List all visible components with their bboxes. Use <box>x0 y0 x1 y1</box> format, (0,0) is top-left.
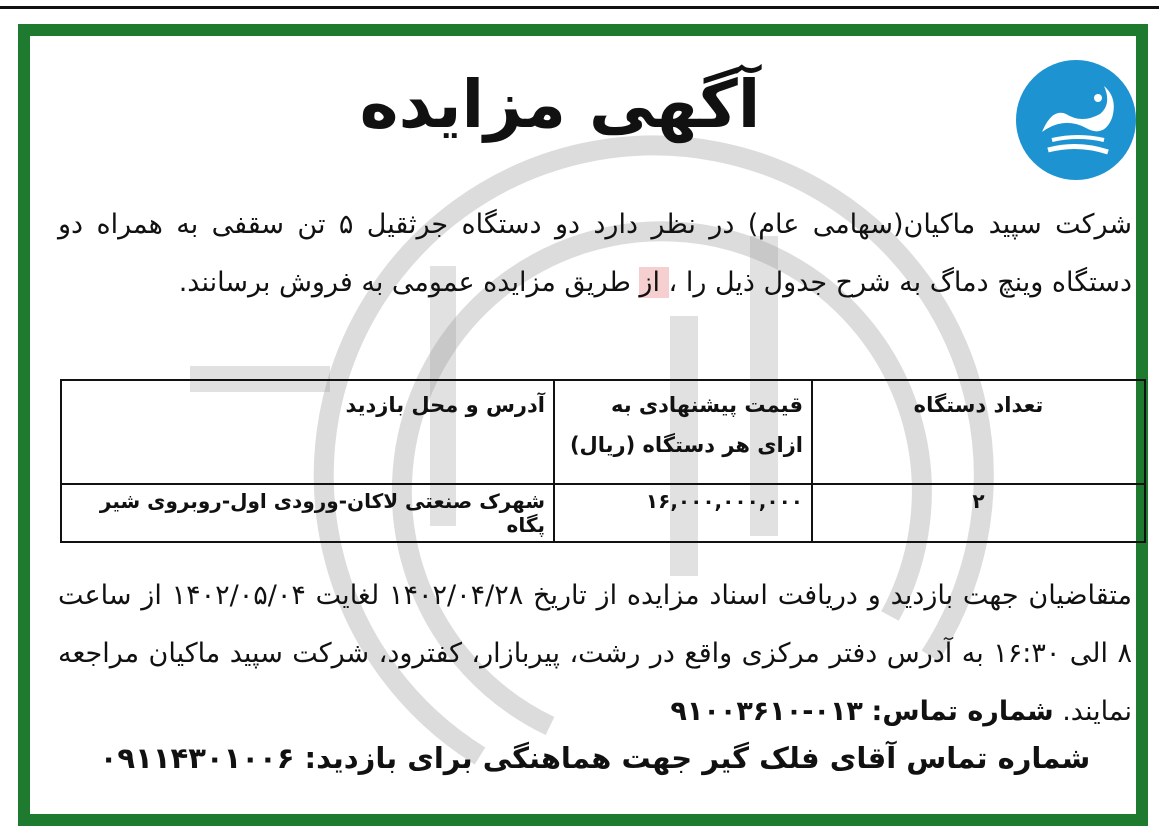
visit-text: متقاضیان جهت بازدید و دریافت اسناد مزایده از تاریخ ۱۴۰۲/۰۴/۲۸ لغایت ۱۴۰۲/۰۵/۰۴ از ساعت ۸ الی ۱۶:۳۰ به آدرس دفتر مرکزی واقع در رشت، پیربازار، کفترود، شرکت سپید ماکیان مراجعه نمایند. <box>58 580 1132 727</box>
notice-frame <box>18 24 1148 826</box>
visit-paragraph <box>58 567 1132 741</box>
company-logo <box>1008 54 1144 186</box>
contact-label: شماره تماس: <box>871 696 1054 727</box>
table-row <box>61 484 1145 542</box>
auction-table <box>60 379 1146 543</box>
coordination-label: شماره تماس آقای فلک گیر جهت هماهنگی برای بازدید: <box>304 741 1091 775</box>
intro-text-end: طریق مزایده عمومی به فروش برسانند. <box>178 267 640 298</box>
contact-number: ۰۱۳-۹۱۰۰۳۶۱۰ <box>670 696 863 727</box>
cell-price: ۱۶,۰۰۰,۰۰۰,۰۰۰ <box>554 484 812 542</box>
page-title: آگهی مزایده <box>359 66 761 143</box>
intro-text: شرکت سپید ماکیان(سهامی عام) در نظر دارد دو دستگاه جرثقیل ۵ تن سقفی به همراه دو دستگاه وینچ دماگ به شرح جدول ذیل را ، <box>58 209 1132 298</box>
header-price: قیمت پیشنهادی به ازای هر دستگاه (ریال) <box>554 380 812 484</box>
intro-highlight: از <box>639 267 669 298</box>
header-address: آدرس و محل بازدید <box>61 380 554 484</box>
coordination-line <box>58 741 1132 775</box>
cell-quantity: ۲ <box>812 484 1145 542</box>
header-quantity: تعداد دستگاه <box>812 380 1145 484</box>
top-rule <box>0 6 1159 9</box>
table-header-row <box>61 380 1145 484</box>
bird-icon <box>1008 54 1144 186</box>
intro-paragraph <box>58 196 1132 312</box>
coordination-number: ۰۹۱۱۴۳۰۱۰۰۶ <box>99 741 295 775</box>
cell-address: شهرک صنعتی لاکان-ورودی اول-روبروی شیر پگاه <box>61 484 554 542</box>
